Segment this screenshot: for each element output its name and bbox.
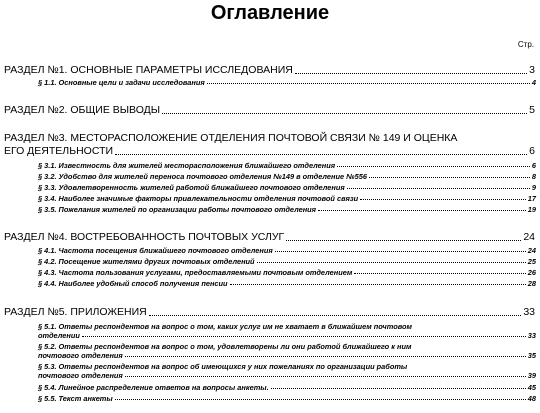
toc-subsection-text: § 4.3. Частота пользования услугами, предоставляемыми почтовым отделением bbox=[38, 268, 353, 277]
toc-section-5[interactable] bbox=[4, 306, 535, 319]
toc-subsection-text: § 4.4. Наиболее удобный способ получения пенсии bbox=[38, 279, 228, 288]
toc-page-number: 48 bbox=[527, 394, 536, 403]
toc-page-number: 3 bbox=[529, 64, 535, 76]
dot-leader bbox=[162, 113, 527, 114]
toc-section-heading-continued: ЕГО ДЕЯТЕЛЬНОСТИ bbox=[4, 145, 114, 157]
dot-leader bbox=[337, 166, 530, 167]
page-column-label: Стр. bbox=[517, 40, 534, 49]
toc-subsection-text: § 5.5. Текст анкеты bbox=[38, 394, 113, 403]
dot-leader bbox=[125, 376, 526, 377]
dot-leader bbox=[347, 188, 530, 189]
toc-page-number: 9 bbox=[531, 183, 536, 192]
toc-subsection-text: § 3.1. Известность для жителей месторасположения ближайшего отделения bbox=[38, 161, 336, 170]
toc-subsection-5-1[interactable] bbox=[38, 322, 536, 340]
toc-section-1[interactable] bbox=[4, 64, 535, 77]
toc-subsection-4-4[interactable] bbox=[38, 279, 536, 288]
toc-subsection-text: § 4.1. Частота посещения ближайшего почтового отделения bbox=[38, 246, 273, 255]
toc-subsection-text: § 1.1. Основные цели и задачи исследования bbox=[38, 78, 205, 87]
dot-leader bbox=[82, 336, 526, 337]
toc-subsection-3-1[interactable] bbox=[38, 161, 536, 170]
dot-leader bbox=[275, 251, 526, 252]
toc-page-number: 39 bbox=[527, 371, 536, 380]
dot-leader bbox=[271, 388, 526, 389]
toc-page-number: 24 bbox=[527, 246, 536, 255]
toc-subsection-text: § 5.1. Ответы респондентов на вопрос о том, каких услуг им не хватает в ближайшем почтовом bbox=[38, 322, 412, 331]
dot-leader bbox=[286, 240, 521, 241]
dot-leader bbox=[295, 73, 527, 74]
toc-section-heading: РАЗДЕЛ №1. ОСНОВНЫЕ ПАРАМЕТРЫ ИССЛЕДОВАНИЯ bbox=[4, 64, 293, 76]
toc-page-number: 17 bbox=[527, 194, 536, 203]
toc-subsection-text-continued: отделении bbox=[38, 331, 80, 340]
toc-subsection-text-continued: почтового отделения bbox=[38, 371, 123, 380]
toc-subsection-text: § 3.2. Удобство для жителей переноса почтового отделения №149 в отделение №556 bbox=[38, 172, 367, 181]
toc-page-number: 28 bbox=[527, 279, 536, 288]
toc-page-number: 25 bbox=[527, 257, 536, 266]
dot-leader bbox=[149, 315, 522, 316]
toc-page-number: 45 bbox=[527, 383, 536, 392]
toc-subsection-text: § 5.2. Ответы респондентов на вопрос о том, удовлетворены ли они работой ближайшего к ним bbox=[38, 342, 412, 351]
toc-page-number: 6 bbox=[529, 145, 535, 157]
toc-subsection-3-3[interactable] bbox=[38, 183, 536, 192]
toc-section-heading: РАЗДЕЛ №4. ВОСТРЕБОВАННОСТЬ ПОЧТОВЫХ УСЛУГ bbox=[4, 231, 285, 243]
toc-subsection-4-1[interactable] bbox=[38, 246, 536, 255]
toc-subsection-1-1[interactable] bbox=[38, 78, 536, 87]
dot-leader bbox=[115, 154, 527, 155]
toc-subsection-5-5[interactable] bbox=[38, 394, 536, 403]
toc-subsection-5-3[interactable] bbox=[38, 362, 536, 380]
toc-page-number: 6 bbox=[531, 161, 536, 170]
toc-subsection-text: § 5.4. Линейное распределение ответов на вопросы анкеты. bbox=[38, 383, 269, 392]
toc-page-number: 26 bbox=[527, 268, 536, 277]
toc-subsection-3-5[interactable] bbox=[38, 205, 536, 214]
toc-subsection-3-2[interactable] bbox=[38, 172, 536, 181]
toc-subsection-text: § 3.3. Удовлетворенность жителей работой ближайшего почтового отделения bbox=[38, 183, 345, 192]
toc-section-heading: РАЗДЕЛ №3. МЕСТОРАСПОЛОЖЕНИЕ ОТДЕЛЕНИЯ ПОЧТОВОЙ СВЯЗИ № 149 И ОЦЕНКА bbox=[4, 132, 458, 144]
toc-subsection-text: § 5.3. Ответы респондентов на вопрос об имеющихся у них пожеланиях по организации работы bbox=[38, 362, 408, 371]
toc-page-number: 4 bbox=[531, 78, 536, 87]
dot-leader bbox=[115, 399, 526, 400]
toc-page-number: 24 bbox=[523, 231, 535, 243]
toc-subsection-3-4[interactable] bbox=[38, 194, 536, 203]
page-title: Оглавление bbox=[210, 2, 330, 24]
dot-leader bbox=[230, 284, 526, 285]
dot-leader bbox=[257, 262, 526, 263]
toc-page-number: 35 bbox=[527, 351, 536, 360]
dot-leader bbox=[360, 199, 526, 200]
toc-section-3[interactable] bbox=[4, 132, 535, 158]
dot-leader bbox=[369, 177, 530, 178]
toc-page-number: 33 bbox=[527, 331, 536, 340]
dot-leader bbox=[125, 356, 526, 357]
toc-section-2[interactable] bbox=[4, 104, 535, 117]
toc-subsection-text: § 3.5. Пожелания жителей по организации работы почтового отделения bbox=[38, 205, 317, 214]
toc-section-heading: РАЗДЕЛ №2. ОБЩИЕ ВЫВОДЫ bbox=[4, 104, 161, 116]
toc-page-number: 5 bbox=[529, 104, 535, 116]
toc-subsection-text: § 3.4. Наиболее значимые факторы привлекательности отделения почтовой связи bbox=[38, 194, 359, 203]
toc-subsection-4-2[interactable] bbox=[38, 257, 536, 266]
dot-leader bbox=[354, 273, 525, 274]
dot-leader bbox=[207, 83, 530, 84]
toc-subsection-5-2[interactable] bbox=[38, 342, 536, 360]
toc-page-number: 8 bbox=[531, 172, 536, 181]
toc-subsection-4-3[interactable] bbox=[38, 268, 536, 277]
toc-section-4[interactable] bbox=[4, 231, 535, 244]
toc-subsection-text-continued: почтового отделения bbox=[38, 351, 123, 360]
toc-page-number: 19 bbox=[527, 205, 536, 214]
toc-subsection-text: § 4.2. Посещение жителями других почтовых отделений bbox=[38, 257, 255, 266]
toc-subsection-5-4[interactable] bbox=[38, 383, 536, 392]
toc-page-number: 33 bbox=[523, 306, 535, 318]
toc-section-heading: РАЗДЕЛ №5. ПРИЛОЖЕНИЯ bbox=[4, 306, 147, 318]
dot-leader bbox=[318, 210, 526, 211]
